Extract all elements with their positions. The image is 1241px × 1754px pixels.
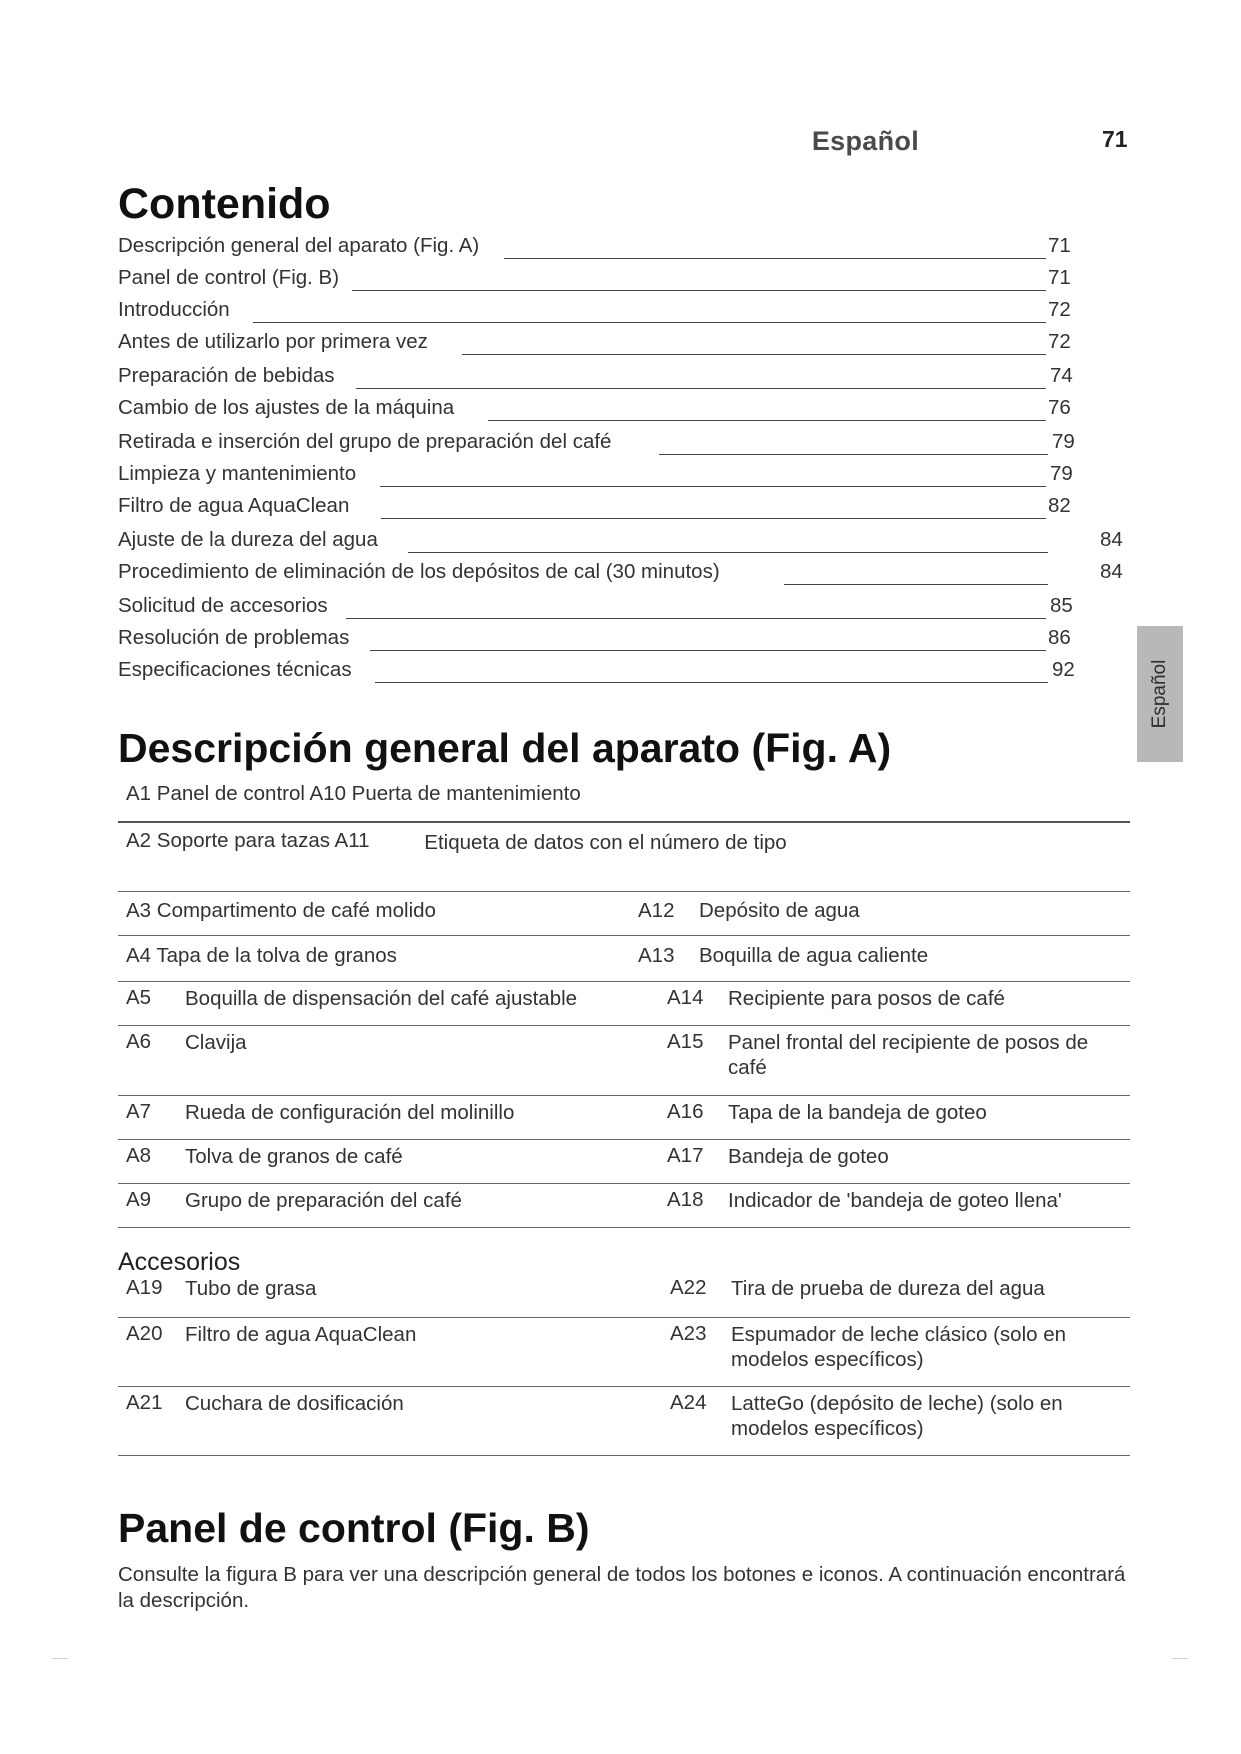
toc-leader-line (381, 518, 1046, 519)
toc-leader-line (408, 552, 1048, 553)
item-label: Boquilla de dispensación del café ajustable (185, 987, 578, 1010)
toc-entry-title: Resolución de problemas (118, 626, 350, 649)
toc-entry-title: Procedimiento de eliminación de los depósitos de cal (30 minutos) (118, 560, 720, 583)
description-title: Descripción general del aparato (Fig. A) (118, 725, 892, 771)
toc-entry-title: Solicitud de accesorios (118, 594, 328, 617)
toc-entry-title: Preparación de bebidas (118, 364, 335, 387)
item-label: Tira de prueba de dureza del agua (731, 1277, 1045, 1300)
toc-leader-line (356, 388, 1046, 389)
language-side-tab (1137, 626, 1183, 762)
row2-left-text: A2 Soporte para tazas A11 (126, 829, 370, 852)
table-rule (118, 1227, 1130, 1228)
item-label: Tapa de la bandeja de goteo (728, 1101, 987, 1124)
toc-entry-title: Introducción (118, 298, 230, 321)
accessories-heading: Accesorios (118, 1248, 241, 1276)
toc-leader-line (352, 290, 1046, 291)
toc-entry-page: 84 (1100, 528, 1123, 551)
page-number: 71 (1102, 126, 1128, 152)
item-code: A22 (670, 1276, 707, 1299)
item-code: A24 (670, 1391, 707, 1414)
table-rule (118, 981, 1130, 982)
crop-mark (1172, 1658, 1188, 1659)
toc-entry-page: 72 (1048, 330, 1071, 353)
item-label: Bandeja de goteo (728, 1145, 889, 1168)
toc-leader-line (488, 420, 1046, 421)
toc-entry-title: Filtro de agua AquaClean (118, 494, 350, 517)
item-label: Tubo de grasa (185, 1277, 317, 1300)
table-rule (118, 1317, 1130, 1318)
toc-leader-line (380, 486, 1046, 487)
table-rule (118, 1183, 1130, 1184)
item-code: A9 (126, 1188, 152, 1211)
toc-entry-page: 85 (1050, 594, 1073, 617)
toc-leader-line (370, 650, 1046, 651)
row4-right-text: Boquilla de agua caliente (699, 944, 929, 967)
item-code: A6 (126, 1030, 152, 1053)
row3-code: A12 (638, 899, 675, 922)
toc-entry-page: 86 (1048, 626, 1071, 649)
table-rule (118, 1455, 1130, 1456)
toc-entry-title: Panel de control (Fig. B) (118, 266, 340, 289)
item-label: Cuchara de dosificación (185, 1392, 404, 1415)
item-label: Panel frontal del recipiente de posos de café (728, 1031, 1089, 1079)
item-code: A8 (126, 1144, 152, 1167)
item-label: Indicador de 'bandeja de goteo llena' (728, 1189, 1062, 1212)
item-code: A15 (667, 1030, 704, 1053)
item-code: A14 (667, 986, 704, 1009)
row3-right-text: Depósito de agua (699, 899, 860, 922)
item-code: A19 (126, 1276, 163, 1299)
item-code: A20 (126, 1322, 163, 1345)
control-panel-text: Consulte la figura B para ver una descripción general de todos los botones e iconos. A continuación encontrará la descripción. (118, 1563, 1126, 1612)
item-label: Filtro de agua AquaClean (185, 1323, 417, 1346)
toc-leader-line (375, 682, 1048, 683)
toc-entry-page: 71 (1048, 234, 1071, 257)
toc-entry-page: 76 (1048, 396, 1071, 419)
table-rule (118, 935, 1130, 936)
toc-leader-line (346, 618, 1046, 619)
table-rule (118, 1139, 1130, 1140)
toc-entry-page: 71 (1048, 266, 1071, 289)
toc-leader-line (462, 354, 1046, 355)
crop-mark (52, 1658, 68, 1659)
toc-entry-title: Ajuste de la dureza del agua (118, 528, 378, 551)
side-tab-label: Español (1149, 659, 1170, 729)
toc-leader-line (784, 584, 1048, 585)
table-rule (118, 1025, 1130, 1026)
item-code: A18 (667, 1188, 704, 1211)
item-code: A16 (667, 1100, 704, 1123)
toc-entry-title: Antes de utilizarlo por primera vez (118, 330, 428, 353)
header-language: Español (811, 126, 919, 156)
toc-entry-title: Retirada e inserción del grupo de preparación del café (118, 430, 612, 453)
toc-entry-page: 84 (1100, 560, 1123, 583)
toc-entry-title: Cambio de los ajustes de la máquina (118, 396, 455, 419)
item-code: A17 (667, 1144, 704, 1167)
item-label: Recipiente para posos de café (728, 987, 1005, 1010)
toc-leader-line (504, 258, 1046, 259)
toc-leader-line (659, 454, 1048, 455)
toc-entry-title: Descripción general del aparato (Fig. A) (118, 234, 480, 257)
item-label: Clavija (185, 1031, 247, 1054)
row1-text: A1 Panel de control A10 Puerta de mantenimiento (126, 782, 581, 805)
table-rule (118, 821, 1130, 823)
table-rule (118, 891, 1130, 892)
item-code: A23 (670, 1322, 707, 1345)
toc-entry-page: 72 (1048, 298, 1071, 321)
toc-entry-page: 79 (1052, 430, 1075, 453)
item-label: Rueda de configuración del molinillo (185, 1101, 515, 1124)
item-code: A21 (126, 1391, 163, 1414)
toc-entry-page: 92 (1052, 658, 1075, 681)
toc-entry-page: 79 (1050, 462, 1073, 485)
row3-left-text: A3 Compartimento de café molido (126, 899, 436, 922)
item-label: LatteGo (depósito de leche) (solo en modelos específicos) (731, 1392, 1063, 1440)
row2-right-text: Etiqueta de datos con el número de tipo (424, 831, 787, 854)
table-rule (118, 1095, 1130, 1096)
toc-entry-page: 82 (1048, 494, 1071, 517)
toc-entry-title: Limpieza y mantenimiento (118, 462, 357, 485)
toc-title: Contenido (118, 180, 331, 228)
toc-entry-page: 74 (1050, 364, 1073, 387)
toc-entry-title: Especificaciones técnicas (118, 658, 352, 681)
item-code: A7 (126, 1100, 152, 1123)
control-panel-title: Panel de control (Fig. B) (118, 1505, 590, 1551)
item-label: Grupo de preparación del café (185, 1189, 462, 1212)
toc-leader-line (253, 322, 1046, 323)
row4-code: A13 (638, 944, 675, 967)
row4-left-text: A4 Tapa de la tolva de granos (126, 944, 397, 967)
item-label: Espumador de leche clásico (solo en modelos específicos) (731, 1323, 1067, 1371)
item-code: A5 (126, 986, 152, 1009)
item-label: Tolva de granos de café (185, 1145, 403, 1168)
table-rule (118, 1386, 1130, 1387)
